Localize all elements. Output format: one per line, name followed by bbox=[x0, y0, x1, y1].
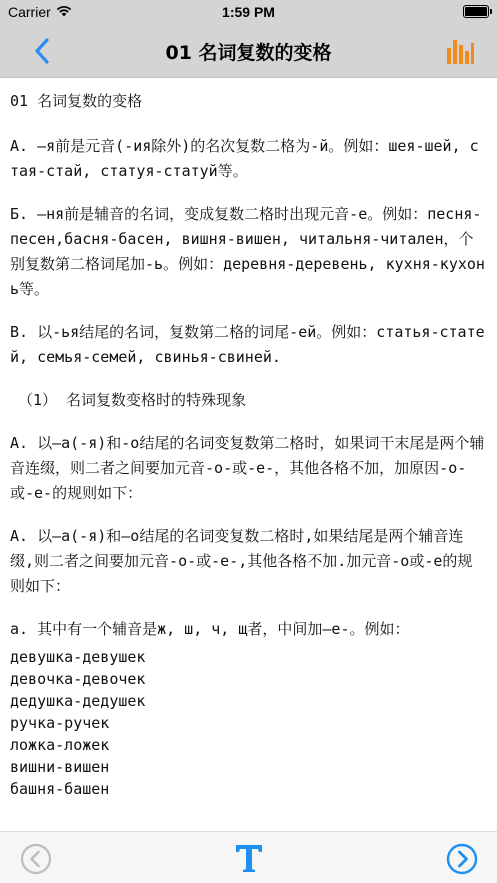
bar-chart-icon bbox=[445, 36, 475, 66]
prev-circle-icon bbox=[20, 843, 52, 875]
list-item: ложка-ложек bbox=[10, 736, 110, 754]
list-item: девушка-девушек bbox=[10, 648, 146, 666]
word-list bbox=[10, 646, 487, 800]
status-time: 1:59 PM bbox=[222, 4, 275, 20]
carrier-label: Carrier bbox=[8, 4, 51, 20]
font-size-button[interactable] bbox=[232, 840, 266, 876]
paragraph-a-3: А. 以—а(-я)和—о结尾的名词变复数二格时,如果结尾是两个辅音连缀,则二者之间要加元音-о-或-е-,其他各格不加.加元音-о或-е的规则如下： bbox=[10, 527, 473, 595]
previous-button[interactable] bbox=[20, 843, 52, 875]
list-item: ручка-ручек bbox=[10, 714, 110, 732]
article-content bbox=[0, 79, 497, 831]
navigation-bar bbox=[0, 24, 497, 78]
list-item: девочка-девочек bbox=[10, 670, 146, 688]
paragraph-b: Б. —ня前是辅音的名词，变成复数二格时出现元音-е。例如：песня-песен,басня-басен, вишня-вишен, читальня-читален，个别复数第二格词尾加-ь。例如：деревня-деревень, кухня-кухонь等。 bbox=[10, 205, 485, 298]
paragraph-a: А. —я前是元音(-ия除外)的名次复数二格为-й。例如：шея-шей, стая-стай, статуя-статуй等。 bbox=[10, 137, 479, 180]
paragraph-a-2: А. 以—а(-я)和-о结尾的名词变复数第二格时，如果词干末尾是两个辅音连缀，则二者之间要加元音-о-或-е-，其他各格不加，加原因-о-或-е-的规则如下： bbox=[10, 434, 485, 502]
next-circle-icon bbox=[446, 843, 478, 875]
article-title: 01 名词复数的变格 bbox=[10, 92, 143, 110]
section-subheading: （1） 名词复数变格时的特殊现象 bbox=[18, 391, 247, 409]
bottom-toolbar bbox=[0, 831, 497, 883]
text-format-icon bbox=[232, 840, 266, 876]
chart-button[interactable] bbox=[445, 36, 475, 66]
status-bar bbox=[0, 0, 497, 24]
paragraph-a-small: а. 其中有一个辅音是ж, ш, ч, щ者，中间加—е-。例如： bbox=[10, 620, 410, 638]
list-item: дедушка-дедушек bbox=[10, 692, 146, 710]
list-item: башня-башен bbox=[10, 780, 110, 798]
page-title: 01 名词复数的变格 bbox=[165, 42, 332, 64]
paragraph-v: В. 以-ья结尾的名词，复数第二格的词尾-ей。例如：статья-статей, семья-семей, свинья-свиней. bbox=[10, 323, 485, 366]
next-button[interactable] bbox=[446, 843, 478, 875]
battery-icon bbox=[463, 5, 489, 18]
list-item: вишни-вишен bbox=[10, 758, 110, 776]
